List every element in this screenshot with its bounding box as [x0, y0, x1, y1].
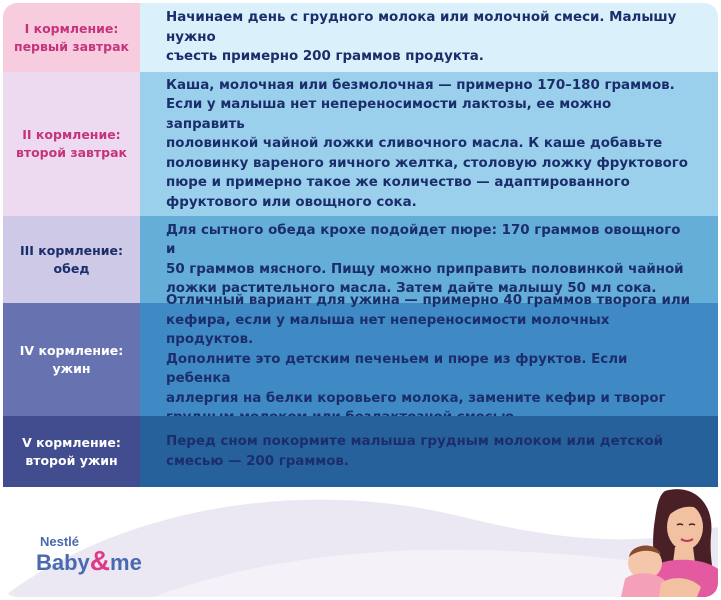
feeding-label-5: V кормление: второй ужин [3, 416, 140, 487]
mother-and-baby-illustration [603, 483, 718, 597]
description-line: половинкой чайной ложки сливочного масла. К каше добавьте [166, 136, 663, 152]
description-line: Дополните это детским печеньем и пюре из фруктов. Если ребенка [166, 351, 628, 387]
feeding-description-3 [140, 216, 718, 303]
logo-ampersand: & [89, 545, 111, 576]
description-line: 50 граммов мясного. Пищу можно приправить половинкой чайной [166, 261, 684, 277]
logo-me-word: me [110, 550, 142, 575]
feeding-row-2 [3, 72, 718, 216]
feeding-description-5 [140, 416, 718, 487]
nestle-baby-me-logo [36, 535, 142, 575]
feeding-row-5 [3, 416, 718, 487]
logo-nestle-text: Nestlé [40, 534, 80, 549]
feeding-description-4 [140, 293, 718, 416]
description-line: аллергия на белки коровьего молока, замените кефир и творог [166, 390, 666, 406]
feeding-row-1 [3, 3, 718, 72]
feeding-description-1 [140, 3, 718, 72]
feeding-description-2 [140, 72, 718, 216]
description-line: фруктового или овощного сока. [166, 194, 417, 210]
description-line: половинку вареного яичного желтка, столовую ложку фруктового [166, 155, 688, 171]
logo-baby-me-text [36, 545, 142, 576]
feeding-row-3 [3, 216, 718, 303]
feeding-row-4 [3, 293, 718, 416]
description-line: Начинаем день с грудного молока или молочной смеси. Малышу нужно [166, 10, 677, 45]
description-line: Каша, молочная или безмолочная — примерно 170–180 граммов. [166, 77, 675, 93]
description-line: Перед сном покормите малыша грудным молоком или детской [166, 434, 664, 449]
description-line: Если у малыша нет непереносимости лактозы, ее можно заправить [166, 97, 612, 132]
description-line: ложки растительного масла. Затем дайте малышу 50 мл сока. [166, 281, 657, 296]
description-line: Для сытного обеда крохе подойдет пюре: 170 граммов овощного и [166, 222, 681, 257]
logo-baby-word: Baby [36, 550, 90, 575]
feeding-label-3: III кормление: обед [3, 216, 140, 303]
description-line: пюре и примерно такое же количество — адаптированного [166, 175, 630, 191]
feeding-schedule-card [3, 3, 718, 597]
description-line: кефира, если у малыша нет непереносимости молочных продуктов. [166, 312, 610, 348]
description-line: съесть примерно 200 граммов продукта. [166, 49, 484, 65]
feeding-label-2: II кормление: второй завтрак [3, 72, 140, 216]
description-line: смесью — 200 граммов. [166, 453, 349, 469]
feeding-label-1: I кормление: первый завтрак [3, 3, 140, 72]
description-line: Отличный вариант для ужина — примерно 40 граммов творога или [166, 293, 691, 309]
feeding-label-4: IV кормление: ужин [3, 303, 140, 416]
